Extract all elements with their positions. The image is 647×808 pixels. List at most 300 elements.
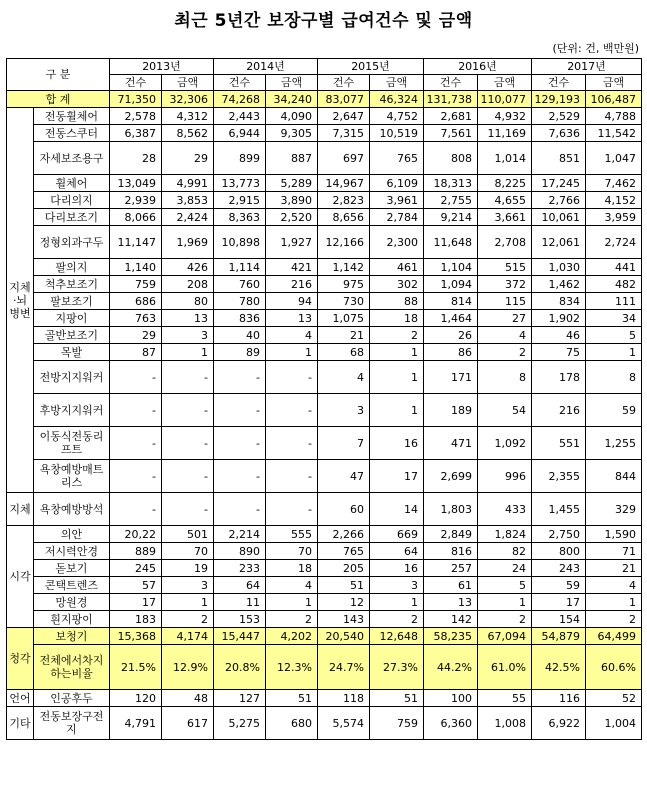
table-row xyxy=(7,361,642,394)
table-cell: 7,315 xyxy=(318,125,370,142)
table-cell: - xyxy=(110,493,162,526)
table-cell: 1,008 xyxy=(478,707,532,740)
table-cell: 4,152 xyxy=(586,192,642,209)
table-cell: 2,939 xyxy=(110,192,162,209)
table-row xyxy=(7,577,642,594)
table-cell: 1,047 xyxy=(586,142,642,175)
table-cell: - xyxy=(266,460,318,493)
table-cell: 7 xyxy=(318,427,370,460)
table-cell: 3 xyxy=(318,394,370,427)
document-title: 최근 5년간 보장구별 급여건수 및 금액 xyxy=(174,11,473,31)
table-cell: 80 xyxy=(162,293,214,310)
table-cell: 13 xyxy=(266,310,318,327)
table-cell: 551 xyxy=(532,427,586,460)
table-cell: 471 xyxy=(424,427,478,460)
table-cell: 4,788 xyxy=(586,108,642,125)
table-cell: 71,350 xyxy=(110,91,162,108)
table-cell: 441 xyxy=(586,259,642,276)
item-label: 자세보조용구 xyxy=(34,142,110,175)
table-cell: 1,075 xyxy=(318,310,370,327)
table-cell: 27 xyxy=(478,310,532,327)
table-cell: - xyxy=(110,361,162,394)
table-cell: 70 xyxy=(162,543,214,560)
table-cell: 1,104 xyxy=(424,259,478,276)
table-cell: 1 xyxy=(266,594,318,611)
table-cell: 10,061 xyxy=(532,209,586,226)
table-cell: 2,755 xyxy=(424,192,478,209)
table-cell: 15,368 xyxy=(110,628,162,645)
table-cell: 2 xyxy=(162,611,214,628)
year-header-2015: 2015년 xyxy=(318,59,424,75)
group-label-hearing: 청각 xyxy=(7,628,34,690)
table-cell: 816 xyxy=(424,543,478,560)
table-cell: 1 xyxy=(586,344,642,361)
table-cell: 115 xyxy=(478,293,532,310)
table-cell: 555 xyxy=(266,526,318,543)
table-cell: 697 xyxy=(318,142,370,175)
item-label: 팔의지 xyxy=(34,259,110,276)
table-cell: 17 xyxy=(370,460,424,493)
table-cell: 8,066 xyxy=(110,209,162,226)
table-cell: 9,305 xyxy=(266,125,318,142)
table-cell: 13 xyxy=(162,310,214,327)
table-cell: 183 xyxy=(110,611,162,628)
table-cell: 3,661 xyxy=(478,209,532,226)
table-cell: - xyxy=(162,427,214,460)
table-cell: 216 xyxy=(266,276,318,293)
item-label: 휠체어 xyxy=(34,175,110,192)
table-cell: 4,791 xyxy=(110,707,162,740)
item-label: 욕창예방방석 xyxy=(34,493,110,526)
table-cell: 27.3% xyxy=(370,645,424,690)
table-cell: 120 xyxy=(110,690,162,707)
table-cell: 2,647 xyxy=(318,108,370,125)
table-cell: 763 xyxy=(110,310,162,327)
table-cell: - xyxy=(110,460,162,493)
table-cell: 2 xyxy=(478,344,532,361)
item-label: 전동스쿠터 xyxy=(34,125,110,142)
item-label: 골반보조기 xyxy=(34,327,110,344)
table-cell: 51 xyxy=(318,577,370,594)
table-cell: 461 xyxy=(370,259,424,276)
table-cell: 14,967 xyxy=(318,175,370,192)
table-cell: 2 xyxy=(266,611,318,628)
table-cell: 19 xyxy=(162,560,214,577)
table-cell: 14 xyxy=(370,493,424,526)
table-row xyxy=(7,543,642,560)
table-cell: 17,245 xyxy=(532,175,586,192)
table-cell: 8,363 xyxy=(214,209,266,226)
table-cell: 11,169 xyxy=(478,125,532,142)
table-cell: 205 xyxy=(318,560,370,577)
table-cell: 60 xyxy=(318,493,370,526)
table-cell: 1,255 xyxy=(586,427,642,460)
table-row xyxy=(7,707,642,740)
item-label: 인공후두 xyxy=(34,690,110,707)
table-cell: 4,991 xyxy=(162,175,214,192)
count-header: 건수 xyxy=(532,75,586,91)
table-cell: 2,708 xyxy=(478,226,532,259)
table-cell: 2,699 xyxy=(424,460,478,493)
table-cell: 1,824 xyxy=(478,526,532,543)
table-cell: 131,738 xyxy=(424,91,478,108)
count-header: 건수 xyxy=(110,75,162,91)
table-cell: 24.7% xyxy=(318,645,370,690)
group-label-other: 기타 xyxy=(7,707,34,740)
table-cell: 1,030 xyxy=(532,259,586,276)
table-cell: 5 xyxy=(586,327,642,344)
table-cell: 21 xyxy=(318,327,370,344)
total-row xyxy=(7,91,642,108)
table-cell: 208 xyxy=(162,276,214,293)
item-label: 돋보기 xyxy=(34,560,110,577)
table-cell: 680 xyxy=(266,707,318,740)
item-label: 전체에서차지하는비율 xyxy=(34,645,110,690)
table-cell: 29 xyxy=(162,142,214,175)
item-label: 다리의지 xyxy=(34,192,110,209)
table-cell: 17 xyxy=(532,594,586,611)
table-cell: 2,300 xyxy=(370,226,424,259)
table-cell: 814 xyxy=(424,293,478,310)
table-cell: 1,140 xyxy=(110,259,162,276)
table-cell: 1 xyxy=(586,594,642,611)
table-cell: 3,890 xyxy=(266,192,318,209)
table-cell: 51 xyxy=(266,690,318,707)
table-cell: 2,214 xyxy=(214,526,266,543)
table-cell: 851 xyxy=(532,142,586,175)
amount-header: 금액 xyxy=(586,75,642,91)
item-label: 욕창예방매트리스 xyxy=(34,460,110,493)
table-cell: 61 xyxy=(424,577,478,594)
item-label: 망원경 xyxy=(34,594,110,611)
table-cell: 808 xyxy=(424,142,478,175)
table-cell: 1,462 xyxy=(532,276,586,293)
table-cell: 1,902 xyxy=(532,310,586,327)
table-cell: 55 xyxy=(478,690,532,707)
table-row xyxy=(7,427,642,460)
table-cell: - xyxy=(214,394,266,427)
table-cell: 1,092 xyxy=(478,427,532,460)
table-cell: 4 xyxy=(586,577,642,594)
table-cell: 12.9% xyxy=(162,645,214,690)
table-cell: 686 xyxy=(110,293,162,310)
table-cell: 1,803 xyxy=(424,493,478,526)
table-cell: 3 xyxy=(370,577,424,594)
table-cell: 257 xyxy=(424,560,478,577)
table-cell: 127 xyxy=(214,690,266,707)
table-cell: 8,562 xyxy=(162,125,214,142)
table-cell: 4 xyxy=(478,327,532,344)
table-cell: 2,355 xyxy=(532,460,586,493)
amount-header: 금액 xyxy=(370,75,424,91)
year-header-2013: 2013년 xyxy=(110,59,214,75)
table-cell: 3 xyxy=(162,577,214,594)
table-cell: 20,540 xyxy=(318,628,370,645)
total-label: 합 계 xyxy=(7,91,110,108)
table-cell: 3 xyxy=(162,327,214,344)
table-cell: 20.8% xyxy=(214,645,266,690)
table-cell: 59 xyxy=(586,394,642,427)
table-cell: 21 xyxy=(586,560,642,577)
table-row xyxy=(7,460,642,493)
table-cell: 106,487 xyxy=(586,91,642,108)
table-cell: 83,077 xyxy=(318,91,370,108)
table-cell: - xyxy=(162,361,214,394)
table-cell: 2,424 xyxy=(162,209,214,226)
table-cell: - xyxy=(266,361,318,394)
table-cell: 54 xyxy=(478,394,532,427)
table-cell: 669 xyxy=(370,526,424,543)
table-cell: 329 xyxy=(586,493,642,526)
table-cell: 118 xyxy=(318,690,370,707)
table-cell: 1 xyxy=(370,361,424,394)
table-cell: - xyxy=(266,427,318,460)
count-header: 건수 xyxy=(214,75,266,91)
table-row xyxy=(7,394,642,427)
table-cell: 4 xyxy=(266,577,318,594)
table-cell: - xyxy=(214,427,266,460)
table-cell: 2 xyxy=(478,611,532,628)
table-cell: 11,147 xyxy=(110,226,162,259)
table-cell: 57 xyxy=(110,577,162,594)
table-cell: 501 xyxy=(162,526,214,543)
table-cell: 2,578 xyxy=(110,108,162,125)
table-cell: 10,519 xyxy=(370,125,424,142)
amount-header: 금액 xyxy=(478,75,532,91)
table-cell: 2,750 xyxy=(532,526,586,543)
table-cell: 5 xyxy=(478,577,532,594)
item-label: 전방지지워커 xyxy=(34,361,110,394)
table-cell: 7,561 xyxy=(424,125,478,142)
table-row xyxy=(7,226,642,259)
item-label: 보청기 xyxy=(34,628,110,645)
table-cell: 8 xyxy=(478,361,532,394)
table-cell: 433 xyxy=(478,493,532,526)
table-row xyxy=(7,560,642,577)
year-header-2017: 2017년 xyxy=(532,59,642,75)
table-cell: 46,324 xyxy=(370,91,424,108)
table-cell: 51 xyxy=(370,690,424,707)
table-cell: 11 xyxy=(214,594,266,611)
item-label: 콘택트렌즈 xyxy=(34,577,110,594)
item-label: 팔보조기 xyxy=(34,293,110,310)
table-cell: 834 xyxy=(532,293,586,310)
table-cell: 975 xyxy=(318,276,370,293)
table-cell: 60.6% xyxy=(586,645,642,690)
table-cell: 74,268 xyxy=(214,91,266,108)
year-header-2014: 2014년 xyxy=(214,59,318,75)
table-cell: 86 xyxy=(424,344,478,361)
table-row xyxy=(7,493,642,526)
table-cell: 13 xyxy=(424,594,478,611)
table-cell: 29 xyxy=(110,327,162,344)
table-cell: 3,961 xyxy=(370,192,424,209)
table-cell: 21.5% xyxy=(110,645,162,690)
table-cell: 4,202 xyxy=(266,628,318,645)
item-label: 흰지팡이 xyxy=(34,611,110,628)
table-cell: 12.3% xyxy=(266,645,318,690)
group-label-limb: 지체 xyxy=(7,493,34,526)
table-cell: 89 xyxy=(214,344,266,361)
table-cell: 2,529 xyxy=(532,108,586,125)
item-label: 지팡이 xyxy=(34,310,110,327)
table-cell: 1 xyxy=(370,344,424,361)
table-cell: 1,927 xyxy=(266,226,318,259)
table-cell: 4,312 xyxy=(162,108,214,125)
table-cell: 2 xyxy=(370,327,424,344)
table-cell: 12 xyxy=(318,594,370,611)
table-cell: 18 xyxy=(370,310,424,327)
table-cell: 2,681 xyxy=(424,108,478,125)
table-row xyxy=(7,259,642,276)
table-cell: 48 xyxy=(162,690,214,707)
table-cell: 760 xyxy=(214,276,266,293)
table-cell: 16 xyxy=(370,560,424,577)
table-cell: 5,574 xyxy=(318,707,370,740)
table-cell: 2,915 xyxy=(214,192,266,209)
table-cell: 2,520 xyxy=(266,209,318,226)
table-cell: 4,932 xyxy=(478,108,532,125)
table-cell: 1,142 xyxy=(318,259,370,276)
unit-note: (단위: 건, 백만원) xyxy=(552,42,639,55)
table-row xyxy=(7,276,642,293)
table-cell: 64,499 xyxy=(586,628,642,645)
table-cell: 800 xyxy=(532,543,586,560)
table-cell: 1 xyxy=(370,594,424,611)
table-cell: 82 xyxy=(478,543,532,560)
table-cell: 18,313 xyxy=(424,175,478,192)
table-cell: 12,648 xyxy=(370,628,424,645)
table-cell: 116 xyxy=(532,690,586,707)
table-cell: 10,898 xyxy=(214,226,266,259)
table-cell: 1,590 xyxy=(586,526,642,543)
table-cell: 12,061 xyxy=(532,226,586,259)
amount-header: 금액 xyxy=(266,75,318,91)
table-cell: 765 xyxy=(318,543,370,560)
table-cell: 4 xyxy=(266,327,318,344)
table-cell: 7,636 xyxy=(532,125,586,142)
table-cell: 6,109 xyxy=(370,175,424,192)
table-cell: 2 xyxy=(586,611,642,628)
table-cell: 67,094 xyxy=(478,628,532,645)
table-cell: 515 xyxy=(478,259,532,276)
table-cell: 2,266 xyxy=(318,526,370,543)
table-cell: 4,174 xyxy=(162,628,214,645)
table-row xyxy=(7,344,642,361)
table-cell: - xyxy=(214,460,266,493)
table-row xyxy=(7,594,642,611)
table-cell: - xyxy=(214,361,266,394)
table-cell: 5,275 xyxy=(214,707,266,740)
table-cell: 6,360 xyxy=(424,707,478,740)
table-cell: 16 xyxy=(370,427,424,460)
table-cell: 94 xyxy=(266,293,318,310)
table-cell: 34,240 xyxy=(266,91,318,108)
table-cell: 61.0% xyxy=(478,645,532,690)
item-label: 저시력안경 xyxy=(34,543,110,560)
group-label-speech: 언어 xyxy=(7,690,34,707)
table-cell: 617 xyxy=(162,707,214,740)
table-cell: 1,969 xyxy=(162,226,214,259)
item-label: 후방지지워커 xyxy=(34,394,110,427)
table-cell: 1,114 xyxy=(214,259,266,276)
table-cell: 87 xyxy=(110,344,162,361)
table-cell: 100 xyxy=(424,690,478,707)
year-header-row xyxy=(7,59,642,75)
table-cell: 8 xyxy=(586,361,642,394)
table-cell: 245 xyxy=(110,560,162,577)
table-cell: 890 xyxy=(214,543,266,560)
item-label: 목발 xyxy=(34,344,110,361)
table-cell: 11,648 xyxy=(424,226,478,259)
item-label: 의안 xyxy=(34,526,110,543)
item-label: 전동휠체어 xyxy=(34,108,110,125)
table-cell: 68 xyxy=(318,344,370,361)
table-cell: 142 xyxy=(424,611,478,628)
benefit-table xyxy=(6,58,642,740)
item-label: 전동보장구전지 xyxy=(34,707,110,740)
table-cell: - xyxy=(110,394,162,427)
table-cell: 88 xyxy=(370,293,424,310)
year-header-2016: 2016년 xyxy=(424,59,532,75)
table-cell: 836 xyxy=(214,310,266,327)
table-cell: 13,773 xyxy=(214,175,266,192)
table-cell: 4,090 xyxy=(266,108,318,125)
table-cell: 52 xyxy=(586,690,642,707)
table-cell: 2,849 xyxy=(424,526,478,543)
table-cell: 70 xyxy=(266,543,318,560)
table-cell: 2,784 xyxy=(370,209,424,226)
table-cell: 8,225 xyxy=(478,175,532,192)
table-cell: - xyxy=(110,427,162,460)
table-cell: 243 xyxy=(532,560,586,577)
table-row xyxy=(7,192,642,209)
table-cell: - xyxy=(162,493,214,526)
table-cell: 2,724 xyxy=(586,226,642,259)
table-cell: 8,656 xyxy=(318,209,370,226)
table-cell: 765 xyxy=(370,142,424,175)
table-cell: 1,004 xyxy=(586,707,642,740)
table-row xyxy=(7,611,642,628)
table-cell: 15,447 xyxy=(214,628,266,645)
table-cell: 17 xyxy=(110,594,162,611)
count-header: 건수 xyxy=(318,75,370,91)
table-cell: 482 xyxy=(586,276,642,293)
table-cell: 153 xyxy=(214,611,266,628)
table-cell: 730 xyxy=(318,293,370,310)
table-cell: 1,014 xyxy=(478,142,532,175)
table-cell: 40 xyxy=(214,327,266,344)
table-cell: 6,944 xyxy=(214,125,266,142)
table-cell: 18 xyxy=(266,560,318,577)
table-cell: 759 xyxy=(110,276,162,293)
table-cell: 899 xyxy=(214,142,266,175)
table-cell: 24 xyxy=(478,560,532,577)
table-cell: 54,879 xyxy=(532,628,586,645)
table-cell: 426 xyxy=(162,259,214,276)
table-cell: 233 xyxy=(214,560,266,577)
table-cell: 887 xyxy=(266,142,318,175)
table-cell: 1,464 xyxy=(424,310,478,327)
table-cell: 1 xyxy=(162,344,214,361)
table-row xyxy=(7,175,642,192)
group-label-vision: 시각 xyxy=(7,526,34,628)
table-cell: 1,094 xyxy=(424,276,478,293)
table-row xyxy=(7,645,642,690)
table-cell: 996 xyxy=(478,460,532,493)
table-row xyxy=(7,310,642,327)
table-cell: 111 xyxy=(586,293,642,310)
